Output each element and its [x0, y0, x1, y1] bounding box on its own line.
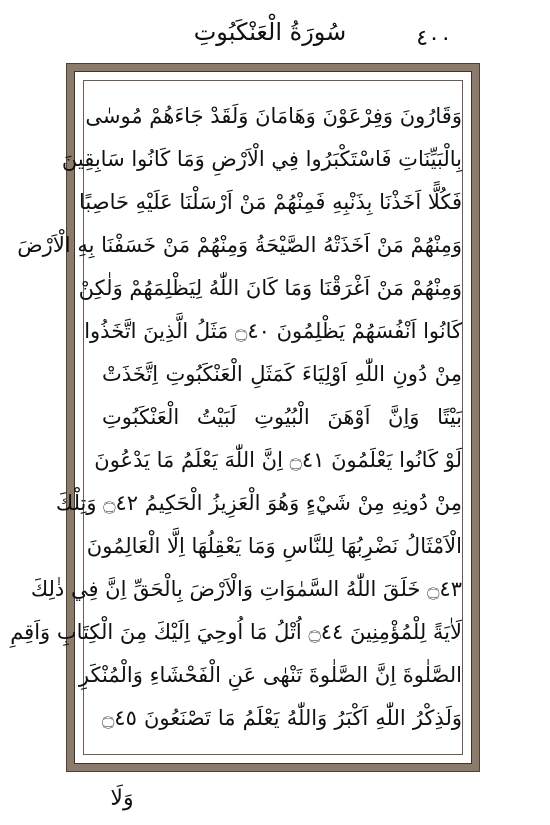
quran-text-panel	[10, 80, 463, 755]
ayah-line-6: كَانُوا اَنْفُسَهُمْ يَظْلِمُونَ ۝٤٠ مَثَلُ الَّذِينَ اتَّخَذُوا	[84, 319, 462, 343]
ayah-line-15: وَلَذِكْرُ اللّٰهِ اَكْبَرُ وَاللّٰهُ يَعْلَمُ مَا تَصْنَعُونَ ۝٤٥	[102, 706, 462, 730]
page-header	[0, 0, 550, 62]
ayah-line-12: ۝٤٣ خَلَقَ اللّٰهُ السَّمٰوَاتِ وَالْاَرْضَ بِالْحَقِّ اِنَّ فِي ذٰلِكَ	[30, 577, 462, 601]
ayah-line-9: لَوْ كَانُوا يَعْلَمُونَ ۝٤١ اِنَّ اللّٰهَ يَعْلَمُ مَا يَدْعُونَ	[94, 448, 462, 472]
ayah-line-2: بِالْبَيِّنَاتِ فَاسْتَكْبَرُوا فِي الْاَرْضِ وَمَا كَانُوا سَابِقِينَ	[61, 147, 462, 171]
ayah-line-10: مِنْ دُونِهِ مِنْ شَيْءٍ وَهُوَ الْعَزِيزُ الْحَكِيمُ ۝٤٢ وَتِلْكَ	[55, 491, 462, 515]
decorative-frame	[10, 63, 480, 772]
ayah-line-11: الْاَمْثَالُ نَضْرِبُهَا لِلنَّاسِ وَمَا يَعْقِلُهَا اِلَّا الْعَالِمُونَ	[86, 534, 462, 558]
page-number: ٤٠٠	[416, 26, 452, 51]
surah-title: سُورَةُ الْعَنْكَبُوتِ	[193, 18, 347, 46]
ayah-line-4: وَمِنْهُمْ مَنْ اَخَذَتْهُ الصَّيْحَةُ وَمِنْهُمْ مَنْ خَسَفْنَا بِهِ الْاَرْضَ	[17, 233, 462, 257]
frame-inner-border	[10, 71, 472, 764]
ayah-line-5: وَمِنْهُمْ مَنْ اَغْرَقْنَا وَمَا كَانَ اللّٰهُ لِيَظْلِمَهُمْ وَلٰكِنْ	[78, 276, 462, 300]
ayah-line-3: فَكُلًّا اَخَذْنَا بِذَنْبِهِ فَمِنْهُمْ مَنْ اَرْسَلْنَا عَلَيْهِ حَاصِبًا	[79, 190, 462, 214]
catchword: وَلَا	[110, 786, 134, 811]
ayah-line-14: الصَّلٰوةَ اِنَّ الصَّلٰوةَ تَنْهٰى عَنِ الْفَحْشَاءِ وَالْمُنْكَرِ	[78, 663, 462, 687]
ayah-line-8: بَيْتًا وَاِنَّ اَوْهَنَ الْبُيُوتِ لَبَيْتُ الْعَنْكَبُوتِ	[102, 405, 462, 429]
ayah-line-1: وَقَارُونَ وَفِرْعَوْنَ وَهَامَانَ وَلَقَدْ جَاءَهُمْ مُوسٰى	[85, 104, 462, 128]
ayah-line-13: لَاٰيَةً لِلْمُؤْمِنِينَ ۝٤٤ اُتْلُ مَا اُوحِيَ اِلَيْكَ مِنَ الْكِتَابِ وَاَقِمِ	[10, 620, 462, 644]
ayah-line-7: مِنْ دُونِ اللّٰهِ اَوْلِيَاءَ كَمَثَلِ الْعَنْكَبُوتِ اِتَّخَذَتْ	[102, 362, 462, 386]
